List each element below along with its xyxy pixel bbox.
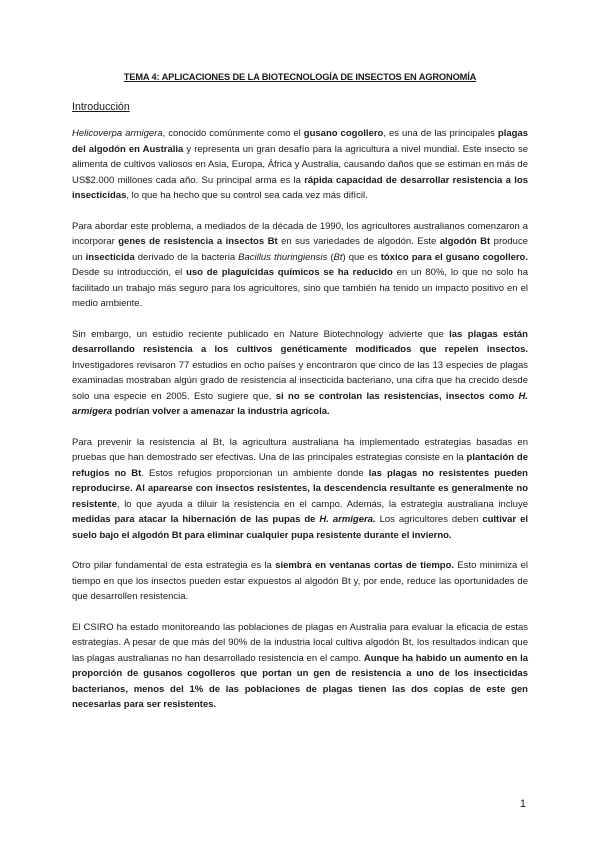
emphasis-text: siembra en ventanas cortas de tiempo. bbox=[275, 560, 455, 571]
emphasis-text: plantación de refugios no Bt bbox=[72, 452, 529, 479]
paragraph bbox=[72, 620, 528, 713]
section-heading: Introducción bbox=[72, 101, 130, 113]
emphasis-text: algodón Bt bbox=[439, 236, 491, 247]
document-body bbox=[72, 126, 528, 713]
paragraph bbox=[72, 126, 528, 204]
text-run: . Estos refugios proporcionan un ambiente donde bbox=[141, 467, 369, 479]
text-run: Desde su introducción, el bbox=[72, 267, 187, 278]
text-run: Los agricultores deben bbox=[375, 514, 483, 525]
emphasis-text: si no se controlan las resistencias, insectos como bbox=[275, 390, 519, 402]
text-run: en sus variedades de algodón. Este bbox=[277, 236, 440, 247]
emphasis-text: Helicoverpa armigera bbox=[72, 128, 163, 139]
text-run: derivado de la bacteria bbox=[134, 251, 239, 263]
emphasis-text: insecticida bbox=[85, 251, 135, 263]
text-run: El CSIRO ha estado monitoreando las poblaciones de plagas en Australia para evaluar la eficacia de estas estrategias. A pesar de que más del 90% de la industria local cultiva algodón Bt, los resultados indican que las plagas australianas no han desarrollado resistencia en el campo. bbox=[72, 621, 528, 664]
emphasis-text: genes de resistencia a insectos Bt bbox=[118, 236, 278, 247]
emphasis-text: Bt bbox=[333, 251, 343, 263]
emphasis-text: cultivar el suelo bajo el algodón Bt para eliminar cualquier pupa resistente durante el invierno. bbox=[72, 514, 528, 541]
emphasis-text: Aunque ha habido un aumento en la proporción de gusanos cogolleros que portan un gen de resistencia a uno de los insecticidas bacterianos, menos del 1% de las poblaciones de plagas tienen las dos copias de este gen necesarias para ser resistentes. bbox=[72, 652, 528, 710]
emphasis-text: las plagas están desarrollando resistencia a los cultivos genéticamente modificados que repelen insectos. bbox=[72, 328, 528, 355]
text-run: Para abordar este problema, a mediados de la década de 1990, los agricultores australianos comenzaron a incorporar bbox=[72, 220, 528, 247]
emphasis-text: Bacillus thuringiensis bbox=[238, 251, 328, 263]
emphasis-text: H. armigera. bbox=[319, 514, 376, 525]
text-run: Otro pilar fundamental de esta estrategia es la bbox=[72, 560, 276, 571]
text-run: , lo que ayuda a diluir la resistencia en el campo. Además, la estrategia australiana incluye bbox=[116, 498, 528, 510]
text-run: ) que es bbox=[342, 251, 381, 263]
paragraph bbox=[72, 219, 528, 312]
emphasis-text: medidas para atacar la hibernación de las pupas de bbox=[72, 514, 320, 525]
page-number: 1 bbox=[519, 798, 526, 810]
text-run: produce un bbox=[72, 236, 528, 263]
emphasis-text: plagas del algodón en Australia bbox=[72, 128, 529, 155]
text-run: y representa un gran desafío para la agricultura a nivel mundial. Este insecto se alimenta de cultivos valiosos en Asia, Europa, África y Australia, causando daños que se estiman en más de US$2.000 millones cada año. Su principal arma es la bbox=[72, 143, 528, 186]
text-run: Para prevenir la resistencia al Bt, la agricultura australiana ha implementado estrategias basadas en pruebas que han demostrado ser efectivas. Una de las principales estrategias consiste en la bbox=[72, 436, 528, 463]
emphasis-text: podrían volver a amenazar la industria agrícola. bbox=[112, 406, 330, 417]
emphasis-text: gusano cogollero bbox=[303, 128, 384, 139]
emphasis-text: rápida capacidad de desarrollar resistencia a los insecticidas bbox=[72, 174, 528, 201]
paragraph bbox=[72, 558, 528, 605]
text-run: en un 80%, lo que no solo ha facilitado un trabajo más seguro para los agricultores, sino que también ha tenido un impacto positivo en el medio ambiente. bbox=[72, 267, 528, 309]
emphasis-text: tóxico para el gusano cogollero. bbox=[380, 251, 529, 263]
emphasis-text: uso de plaguicidas químicos se ha reducido bbox=[186, 267, 393, 278]
text-run: ( bbox=[327, 251, 334, 263]
emphasis-text: las plagas no resistentes pueden reproducirse. Al aparearse con insectos resistentes, la descendencia resultante es generalmente no resistente bbox=[72, 467, 528, 510]
paragraph bbox=[72, 327, 528, 420]
emphasis-text: H. armigera bbox=[72, 390, 528, 417]
text-run: , es una de las principales bbox=[383, 128, 498, 139]
text-run: Sin embargo, un estudio reciente publicado en Nature Biotechnology advierte que bbox=[72, 328, 450, 340]
text-run: , lo que ha hecho que su control sea cada vez más difícil. bbox=[126, 190, 368, 201]
text-run: Investigadores revisaron 77 estudios en ocho países y encontraron que cinco de las 13 especies de plagas examinadas mostraban algún grado de resistencia al insecticida bacteriano, una cifra que ha crecido desde solo una especie en 2005. Esto sugiere que, bbox=[72, 359, 528, 402]
text-run: Esto minimiza el tiempo en que los insectos pueden estar expuestos al algodón Bt y, por ende, reduce las oportunidades de que desarrollen resistencia. bbox=[72, 560, 528, 602]
text-run: , conocido comúnmente como el bbox=[162, 128, 304, 139]
document-title: TEMA 4: APLICACIONES DE LA BIOTECNOLOGÍA DE INSECTOS EN AGRONOMÍA bbox=[123, 72, 477, 82]
paragraph bbox=[72, 435, 528, 544]
